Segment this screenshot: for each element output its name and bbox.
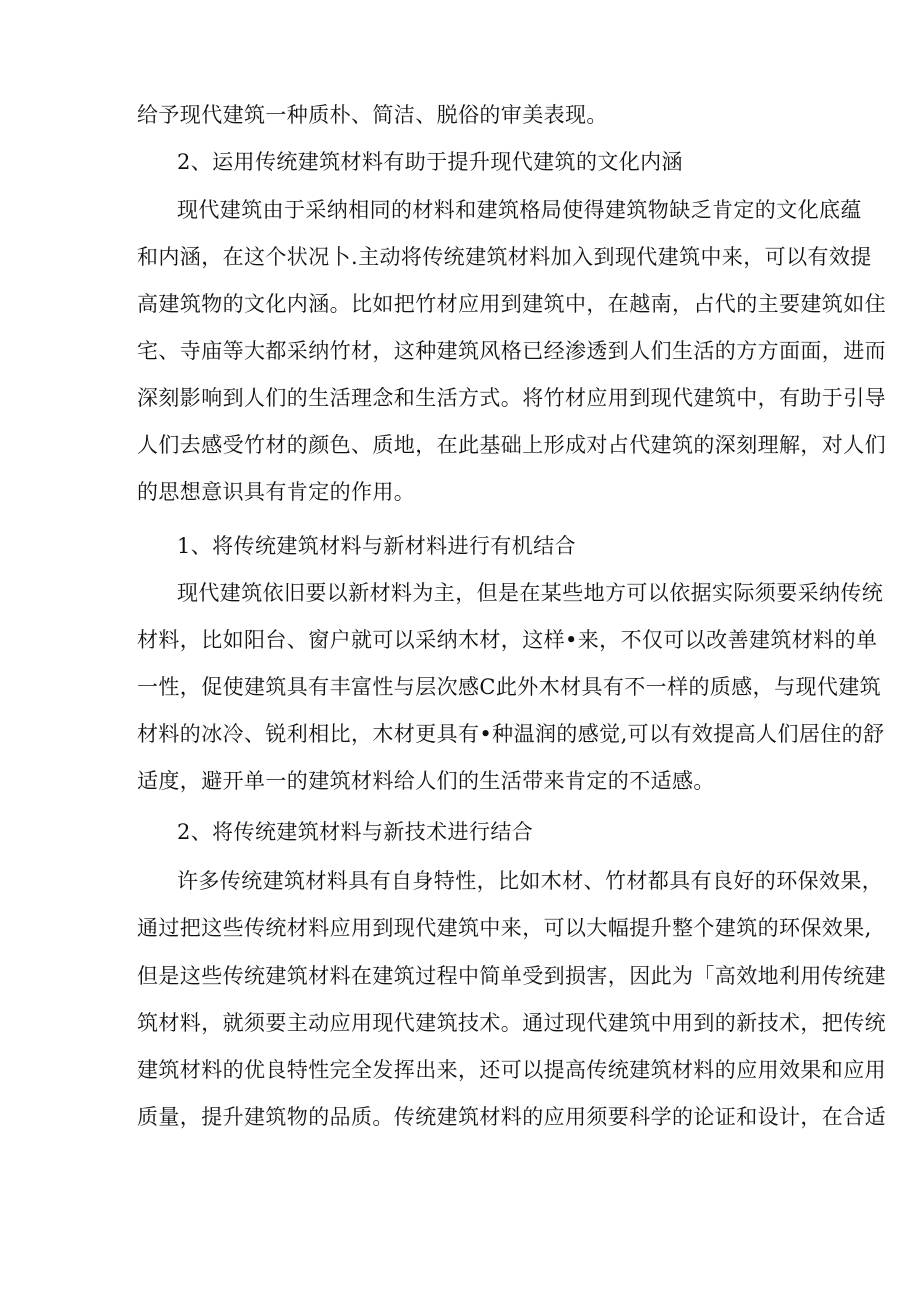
- body-text-line: 材料的冰冷、锐利相比，木材更具有•种温润的感觉,可以有效提高人们居住的舒: [137, 722, 885, 746]
- body-text-line: 建筑材料的优良特性完全发挥出来，还可以提高传统建筑材料的应用效果和应用: [137, 1058, 886, 1082]
- body-text-line: 质量，提升建筑物的品质。传统建筑材料的应用须要科学的论证和设计，在合适: [137, 1105, 886, 1129]
- body-text-line: 现代建筑依旧要以新材料为主，但是在某些地方可以依据实际须要采纳传统: [177, 581, 884, 605]
- section-heading: 2、运用传统建筑材料有助于提升现代建筑的文化内涵: [177, 150, 683, 174]
- section-heading: 1、将传统建筑材料与新材料进行有机结合: [177, 534, 576, 558]
- body-text-line: 但是这些传统建筑材料在建筑过程中简单受到损害，因此为「高效地利用传统建: [137, 964, 886, 988]
- body-text-line: 和内涵，在这个状况卜.主动将传统建筑材料加入到现代建筑中来，可以有效提: [137, 245, 872, 269]
- body-text-line: 一性，促使建筑具有丰富性与层次感C此外木材具有不一样的质感，与现代建筑: [137, 675, 882, 699]
- body-text-line: 高建筑物的文化内涵。比如把竹材应用到建筑中，在越南，占代的主要建筑如住: [137, 292, 886, 316]
- body-text-line: 人们去感受竹材的颜色、质地，在此基础上形成对占代建筑的深刻理解，对人们: [137, 433, 886, 457]
- body-text-line: 的思想意识具有肯定的作用。: [137, 480, 416, 504]
- body-text-line: 宅、寺庙等大都采纳竹材，这种建筑风格已经渗透到人们生活的方方面面，进而: [137, 339, 886, 363]
- body-text-line: 现代建筑由于采纳相同的材料和建筑格局使得建筑物缺乏肯定的文化底蕴: [177, 198, 862, 222]
- body-text-line: 通过把这些传统材料应用到现代建筑中来，可以大幅提升整个建筑的环保效果,: [137, 916, 872, 940]
- body-text-line: 深刻影响到人们的生活理念和生活方式。将竹材应用到现代建筑中，有助于引导: [137, 386, 886, 410]
- body-text-line: 给予现代建筑一种质朴、简洁、脱俗的审美表现。: [137, 103, 608, 127]
- body-text-line: 许多传统建筑材料具有自身特性，比如木材、竹材都具有良好的环保效果，: [177, 869, 884, 893]
- body-text-line: 适度，避开单一的建筑材料给人们的生活带来肯定的不适感。: [137, 769, 715, 793]
- section-heading: 2、将传统建筑材料与新技术进行结合: [177, 820, 534, 844]
- body-text-line: 筑材料，就须要主动应用现代建筑技术。通过现代建筑中用到的新技术，把传统: [137, 1011, 886, 1035]
- body-text-line: 材料，比如阳台、窗户就可以采纳木材，这样•来，不仅可以改善建筑材料的单: [137, 628, 878, 652]
